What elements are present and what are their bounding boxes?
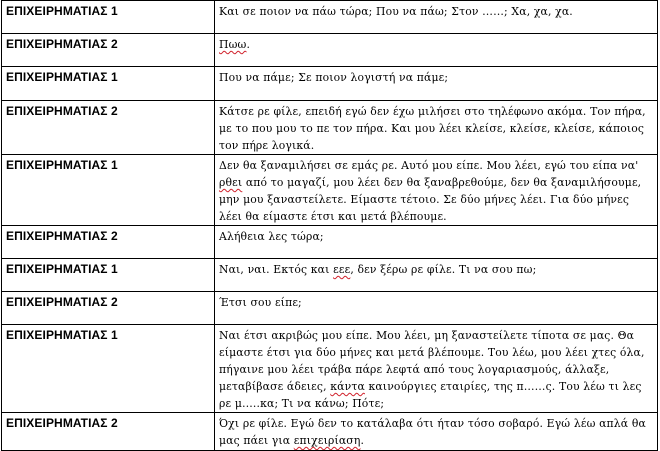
utterance-text: Και σε ποιον να πάω τώρα; Που να πάω; Στον ……; Χα, χα, χα. <box>219 5 573 18</box>
utterance-cell <box>215 1 658 34</box>
speaker-cell: ΕΠΙΧΕΙΡΗΜΑΤΙΑΣ 2 <box>2 101 215 155</box>
dialogue-row <box>2 325 658 413</box>
utterance-cell <box>215 226 658 259</box>
dialogue-row <box>2 292 658 325</box>
dialogue-row <box>2 1 658 34</box>
dialogue-row <box>2 259 658 292</box>
utterance-text: καινούργιες εταιρίες, της π……ς. Του λέω τι λες ρε μ…..κα; Τι να κάνω; Πότε; <box>219 380 642 410</box>
utterance-cell <box>215 34 658 67</box>
utterance-text: . <box>246 38 251 51</box>
dialogue-row <box>2 101 658 155</box>
speaker-cell: ΕΠΙΧΕΙΡΗΜΑΤΙΑΣ 1 <box>2 1 215 34</box>
speaker-cell: ΕΠΙΧΕΙΡΗΜΑΤΙΑΣ 1 <box>2 67 215 101</box>
speaker-cell: ΕΠΙΧΕΙΡΗΜΑΤΙΑΣ 1 <box>2 155 215 226</box>
spellcheck-flagged-word: ρθει <box>219 176 243 189</box>
spellcheck-flagged-word: εεε <box>333 263 351 276</box>
utterance-cell <box>215 67 658 101</box>
dialogue-table <box>1 0 658 451</box>
spellcheck-flagged-word: επιχειρίαση <box>293 434 361 447</box>
dialogue-row <box>2 34 658 67</box>
speaker-cell: ΕΠΙΧΕΙΡΗΜΑΤΙΑΣ 2 <box>2 34 215 67</box>
utterance-text: , δεν ξέρω ρε φίλε. Τι να σου πω; <box>350 263 537 276</box>
utterance-text: Ναι, ναι. Εκτός και <box>219 263 334 276</box>
speaker-cell: ΕΠΙΧΕΙΡΗΜΑΤΙΑΣ 2 <box>2 226 215 259</box>
utterance-text: Έτσι σου είπε; <box>219 296 302 309</box>
utterance-text: Κάτσε ρε φίλε, επειδή εγώ δεν έχω μιλήσει στο τηλέφωνο ακόμα. Τον πήρα, με το που μου το πε τον πήρα. Και μου λέει κλείσε, κλείσε, κλείσε, κάποιος τον πήρε λογικά. <box>219 105 646 152</box>
utterance-text: από το μαγαζί, μου λέει δεν θα ξαναβρεθούμε, δεν θα ξαναμιλήσουμε, μην μου ξαναστείλετε. Είμαστε τέτοιο. Σε δύο μήνες λέει. Για δύο μήνες λέει θα είμαστε έτσι και μετά βλέπουμε. <box>219 176 642 223</box>
utterance-text: Όχι ρε φίλε. Εγώ δεν το κατάλαβα ότι ήταν τόσο σοβαρό. Εγώ λέω απλά θα μας πάει για <box>219 417 646 447</box>
utterance-cell <box>215 325 658 413</box>
utterance-text: Που να πάμε; Σε ποιον λογιστή να πάμε; <box>219 71 449 84</box>
utterance-cell <box>215 413 658 451</box>
speaker-cell: ΕΠΙΧΕΙΡΗΜΑΤΙΑΣ 1 <box>2 259 215 292</box>
utterance-cell <box>215 101 658 155</box>
utterance-text: Δεν θα ξαναμιλήσει σε εμάς ρε. Αυτό μου είπε. Μου λέει, εγώ του είπα να' <box>219 159 639 172</box>
spellcheck-flagged-word: κάντα <box>330 380 365 393</box>
utterance-cell <box>215 292 658 325</box>
speaker-cell: ΕΠΙΧΕΙΡΗΜΑΤΙΑΣ 2 <box>2 292 215 325</box>
dialogue-row <box>2 413 658 451</box>
dialogue-row <box>2 155 658 226</box>
dialogue-row <box>2 226 658 259</box>
utterance-text: Αλήθεια λες τώρα; <box>219 230 324 243</box>
utterance-cell <box>215 155 658 226</box>
speaker-cell: ΕΠΙΧΕΙΡΗΜΑΤΙΑΣ 2 <box>2 413 215 451</box>
speaker-cell: ΕΠΙΧΕΙΡΗΜΑΤΙΑΣ 1 <box>2 325 215 413</box>
utterance-text: Ναι έτσι ακριβώς μου είπε. Μου λέει, μη ξαναστείλετε τίποτα σε μας. Θα είμαστε έτσι για δύο μήνες και μετά βλέπουμε. Του λέω, μου λέει χτες όλα, πήγαινε μου λέει τράβα πάρε λεφτά από τους λογαριασμούς, άλλαξε, μεταβίβασε άδειες, <box>219 329 645 393</box>
dialogue-row <box>2 67 658 101</box>
utterance-cell <box>215 259 658 292</box>
spellcheck-flagged-word: Πωω <box>219 38 247 51</box>
utterance-text: . <box>360 434 365 447</box>
